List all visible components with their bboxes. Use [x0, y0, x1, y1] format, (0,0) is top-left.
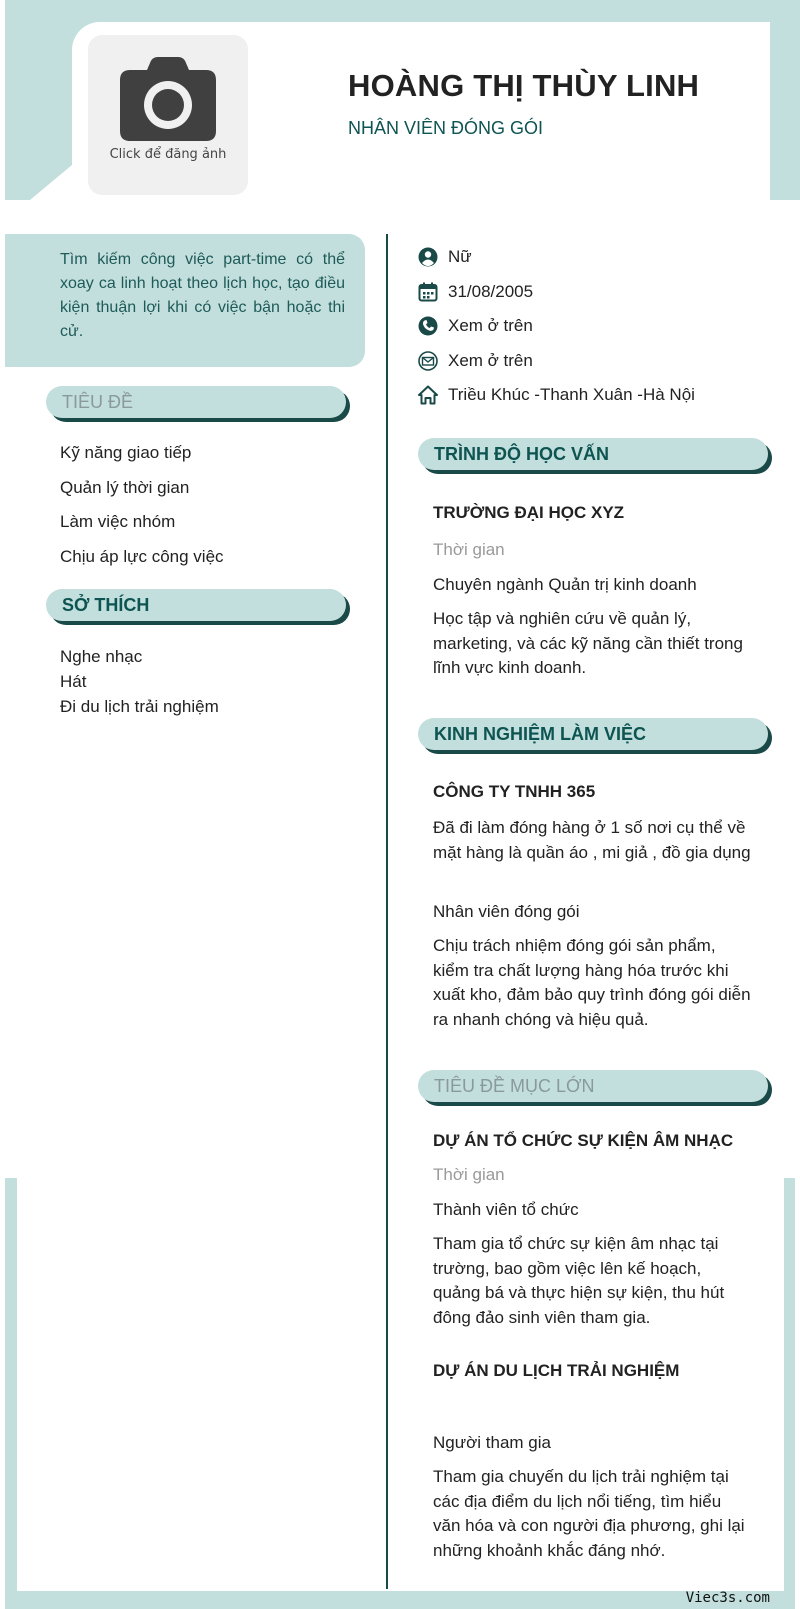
- photo-upload-label: Click để đăng ảnh: [109, 147, 227, 162]
- education-major: Chuyên ngành Quản trị kinh doanh: [433, 575, 697, 594]
- project-role: Người tham gia: [433, 1433, 551, 1452]
- skills-heading: TIÊU ĐỀ: [46, 386, 346, 418]
- project-name: DỰ ÁN TỔ CHỨC SỰ KIỆN ÂM NHẠC: [433, 1131, 734, 1150]
- contact-dob: [418, 275, 695, 310]
- hobby-item: Đi du lịch trải nghiệm: [60, 697, 219, 716]
- objective-text: Tìm kiếm công việc part-time có thể xoay ca linh hoạt theo lịch học, tạo điều kiện thuận lợi khi có việc bận hoặc thi cử.: [60, 251, 345, 340]
- project-description: Tham gia tổ chức sự kiện âm nhạc tại trường, bao gồm việc lên kế hoạch, quảng bá và thực hiện sự kiện, thu hút đông đảo sinh viên tham gia.: [433, 1234, 725, 1327]
- dob-value: 31/08/2005: [448, 281, 534, 301]
- school-name: TRƯỜNG ĐẠI HỌC XYZ: [433, 503, 625, 522]
- experience-heading: KINH NGHIỆM LÀM VIỆC: [418, 718, 768, 750]
- project-role: Thành viên tổ chức: [433, 1200, 579, 1219]
- career-objective: [5, 234, 365, 367]
- contact-gender: [418, 240, 695, 275]
- hobbies-heading: SỞ THÍCH: [46, 589, 346, 621]
- experience-position: Nhân viên đóng gói: [433, 902, 580, 921]
- home-icon: [418, 385, 438, 405]
- projects-heading: TIÊU ĐỀ MỤC LỚN: [418, 1070, 768, 1102]
- skill-item: Làm việc nhóm: [60, 512, 176, 531]
- job-title: NHÂN VIÊN ĐÓNG GÓI: [348, 118, 544, 138]
- column-divider: [386, 234, 388, 1589]
- contact-phone[interactable]: [418, 309, 695, 344]
- email-value: Xem ở trên: [448, 350, 533, 370]
- project-name: DỰ ÁN DU LỊCH TRẢI NGHIỆM: [433, 1361, 680, 1380]
- calendar-icon: [418, 282, 438, 302]
- address-value: Triều Khúc -Thanh Xuân -Hà Nội: [448, 385, 695, 405]
- camera-icon: [120, 57, 216, 141]
- photo-upload[interactable]: [88, 35, 248, 195]
- experience-description: Chịu trách nhiệm đóng gói sản phẩm, kiểm tra chất lượng hàng hóa trước khi xuất kho, đảm bảo quy trình đóng gói diễn ra nhanh chóng và hiệu quả.: [433, 936, 751, 1029]
- contact-info: [418, 240, 695, 413]
- site-logo[interactable]: Viec3s.com: [685, 1590, 770, 1606]
- education-time: Thời gian: [433, 540, 505, 559]
- header-corner-decoration: [30, 165, 72, 200]
- phone-icon: [418, 316, 438, 336]
- footer-band: [5, 1591, 795, 1609]
- project-description: Tham gia chuyến du lịch trải nghiệm tại các địa điểm du lịch nổi tiếng, tìm hiểu văn hóa và con người địa phương, ghi lại những khoảnh khắc đáng nhớ.: [433, 1467, 745, 1560]
- skill-item: Kỹ năng giao tiếp: [60, 443, 192, 462]
- education-description: Học tập và nghiên cứu về quản lý, marketing, và các kỹ năng cần thiết trong lĩnh vực kinh doanh.: [433, 609, 743, 677]
- right-border-decoration: [784, 1178, 795, 1609]
- phone-value: Xem ở trên: [448, 316, 533, 336]
- contact-email[interactable]: [418, 344, 695, 379]
- company-name: CÔNG TY TNHH 365: [433, 782, 596, 801]
- skills-list: [60, 443, 224, 581]
- skill-item: Chịu áp lực công việc: [60, 546, 224, 566]
- user-icon: [418, 247, 438, 267]
- project-time: Thời gian: [433, 1165, 505, 1184]
- left-border-decoration: [5, 1178, 17, 1609]
- education-heading: TRÌNH ĐỘ HỌC VẤN: [418, 438, 768, 470]
- mail-icon: [418, 351, 438, 371]
- candidate-name: HOÀNG THỊ THÙY LINH: [348, 68, 700, 103]
- hobby-item: Hát: [60, 672, 87, 691]
- hobby-item: Nghe nhạc: [60, 647, 143, 666]
- contact-address: [418, 378, 695, 413]
- skill-item: Quản lý thời gian: [60, 477, 190, 497]
- experience-note: Đã đi làm đóng hàng ở 1 số nơi cụ thể về mặt hàng là quần áo , mi giả , đồ gia dụng: [433, 818, 751, 862]
- hobbies-list: [60, 647, 219, 722]
- gender-value: Nữ: [448, 247, 472, 267]
